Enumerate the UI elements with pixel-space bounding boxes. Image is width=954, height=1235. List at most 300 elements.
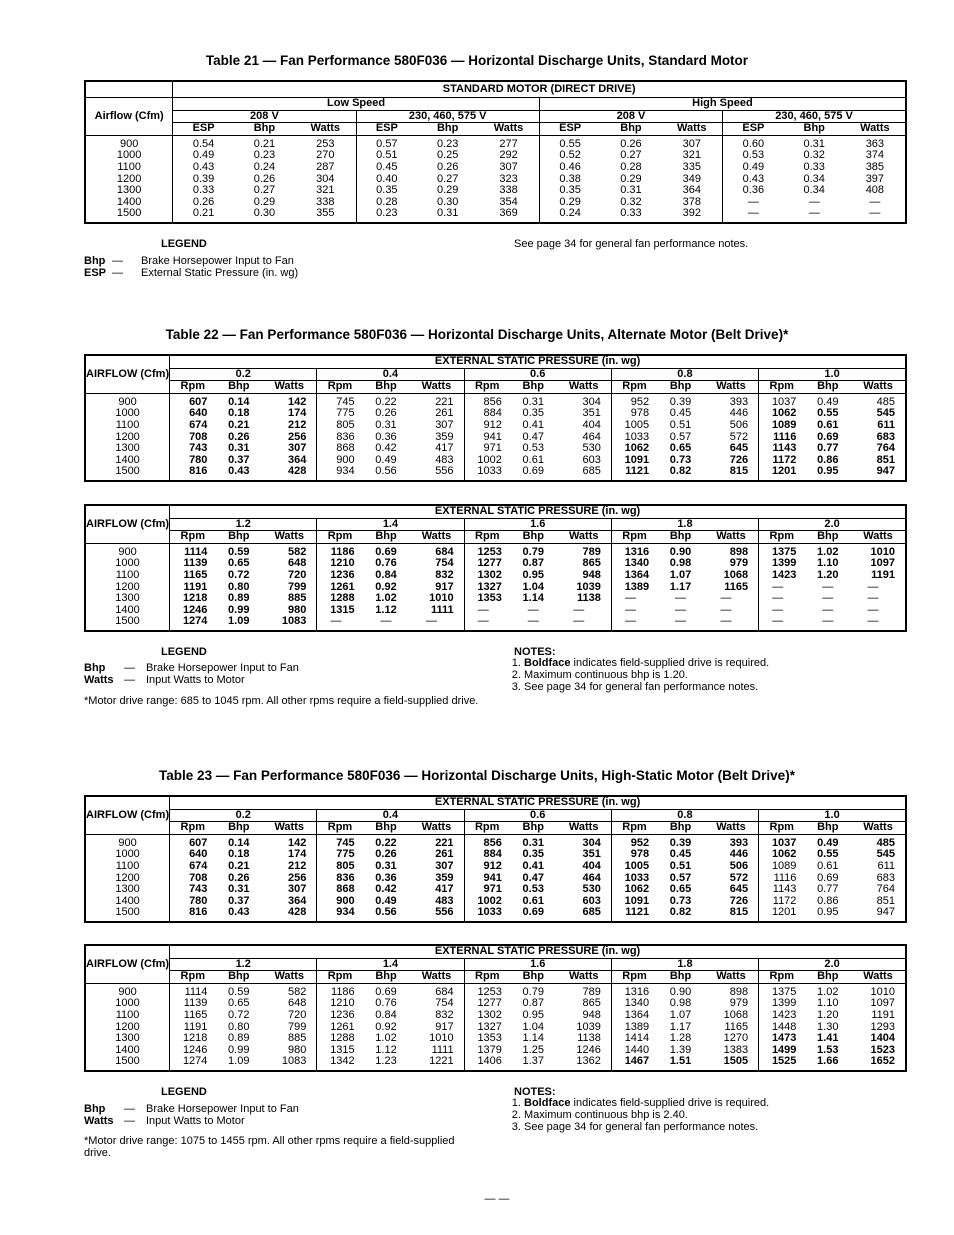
t22a-data-value: 359 — [435, 430, 454, 443]
t22b-data-value: 0.87 — [522, 557, 544, 570]
t22b-data-value: 0.98 — [669, 557, 692, 570]
t21-legend-title: LEGEND — [161, 238, 207, 250]
t23b-data-value: 1270 — [723, 1032, 749, 1045]
t23b-data-column — [170, 983, 216, 1071]
t23a-data-value: 256 — [287, 871, 307, 884]
t23-note-1-bold: Boldface — [524, 1097, 571, 1109]
t23a-data-value: 404 — [582, 859, 601, 872]
t23b-data-value: 1.20 — [817, 1008, 839, 1021]
t23a-data-value: 428 — [287, 906, 307, 919]
t22b-airflow-value: 1200 — [115, 580, 140, 593]
t23a-data-value: 364 — [287, 894, 307, 907]
t23a-data-value: 485 — [876, 836, 895, 849]
t22a-data-value: 726 — [729, 453, 749, 466]
t21-data-value: 0.55 — [559, 137, 581, 150]
t22b-data-value: — — [573, 615, 585, 628]
t22a-data-value: 607 — [189, 395, 208, 408]
t23a-col-header: Rpm — [464, 822, 510, 835]
t23a-pressure-header: 1.0 — [759, 809, 906, 822]
t22b-col-header: Bhp — [215, 531, 262, 544]
t23b-airflow-cell — [85, 983, 170, 1071]
t22a-data-value: 174 — [287, 407, 307, 420]
t22b-data-value: 1353 — [477, 592, 502, 605]
t22a-data-value: 307 — [287, 442, 307, 455]
t22b-col-header: Rpm — [170, 531, 216, 544]
t23b-data-value: 1499 — [771, 1043, 797, 1056]
t22b-data-value: 1.14 — [522, 592, 544, 605]
t23a-col-header: Bhp — [657, 822, 704, 835]
t22b-data-value: — — [380, 615, 392, 628]
t23b-data-value: 1364 — [624, 1008, 650, 1021]
t22a-col-header: Bhp — [363, 381, 410, 394]
t22a-data-column — [804, 393, 851, 481]
t22a-data-value: 1033 — [624, 430, 650, 443]
t23a-data-value: 780 — [189, 894, 208, 907]
t23b-data-value: 582 — [287, 985, 307, 998]
t22a-data-column — [759, 393, 805, 481]
t23a-data-value: 607 — [189, 836, 208, 849]
t23-note-1-text: indicates field-supplied drive is required. — [570, 1097, 770, 1109]
t22a-data-value: 743 — [189, 442, 208, 455]
t21-data-value: 397 — [865, 172, 885, 185]
t22b-data-value: 0.76 — [375, 557, 397, 570]
t22a-data-value: 0.43 — [228, 465, 250, 478]
t23b-data-value: 1210 — [330, 997, 355, 1010]
t22b-col-header: Bhp — [363, 531, 410, 544]
t23-footnote: *Motor drive range: 1075 to 1455 rpm. All other rpms require a field-supplied drive. — [84, 1135, 455, 1159]
t21-data-value: 0.54 — [192, 137, 215, 150]
t22b-data-value: 1340 — [624, 557, 650, 570]
t23-note-2: 2. Maximum continuous bhp is 2.40. — [524, 1109, 769, 1121]
t21-data-value: 0.49 — [192, 149, 215, 162]
t23b-pressure-header: 1.4 — [317, 958, 464, 971]
t22b-col-header: Rpm — [317, 531, 363, 544]
t23b-data-value: 648 — [287, 997, 307, 1010]
t23b-data-column — [409, 983, 464, 1071]
t22b-data-value: — — [330, 615, 342, 628]
t23b-data-value: 1.10 — [817, 997, 839, 1010]
t23b-data-value: 1505 — [723, 1055, 749, 1068]
t22b-data-value: 1039 — [576, 580, 601, 593]
t22b-data-column — [657, 543, 704, 631]
t22a-data-value: 780 — [189, 453, 208, 466]
t22b-col-header: Bhp — [804, 531, 851, 544]
t22b-data-value: — — [720, 592, 732, 605]
t23a-data-value: 417 — [435, 883, 454, 896]
t23a-data-value: 685 — [582, 906, 601, 919]
t22b-data-column — [804, 543, 851, 631]
t23b-data-value: 1.51 — [669, 1055, 692, 1068]
t23b-data-value: 1010 — [429, 1032, 454, 1045]
t22-legend-text: Brake Horsepower Input to Fan — [146, 662, 299, 674]
t22b-data-column — [851, 543, 906, 631]
t22b-data-value: 979 — [729, 557, 749, 570]
t22-note-2: 2. Maximum continuous bhp is 1.20. — [524, 669, 769, 681]
t23b-data-value: 0.72 — [228, 1008, 250, 1021]
t23a-data-value: 545 — [876, 848, 895, 861]
t21-data-value: 0.49 — [742, 160, 765, 173]
t23a-data-value: 446 — [729, 848, 749, 861]
t22b-data-value: — — [527, 603, 539, 616]
t23b-airflow-value: 1000 — [115, 997, 140, 1010]
t22a-col-header: Rpm — [611, 381, 657, 394]
t23a-data-value: 934 — [336, 906, 355, 919]
t23a-data-value: 0.55 — [817, 848, 839, 861]
t23b-data-value: 1327 — [477, 1020, 502, 1033]
t21-v230-high: 230, 460, 575 V — [723, 110, 906, 123]
t23b-pressure-header: 1.8 — [611, 958, 758, 971]
t23b-data-value: 1302 — [477, 1008, 502, 1021]
t22a-data-value: 0.39 — [669, 395, 692, 408]
t23b-data-value: 1186 — [331, 985, 355, 998]
t22a-data-column — [363, 393, 410, 481]
t22b-data-value: 1261 — [330, 580, 355, 593]
table-23-title: Table 23 — Fan Performance 580F036 — Horizontal Discharge Units, High-Static Motor (Belt Drive)* — [159, 768, 795, 783]
t23b-data-value: 1191 — [871, 1008, 895, 1021]
t21-airflow-value: 1300 — [116, 184, 142, 197]
t23a-data-value: 0.61 — [522, 894, 544, 907]
t21-legend-text: Brake Horsepower Input to Fan — [141, 255, 294, 267]
t22a-data-value: 674 — [189, 418, 208, 431]
t23a-data-value: 1172 — [772, 894, 797, 907]
t23b-data-value: 979 — [729, 997, 749, 1010]
t23b-data-value: 1.02 — [375, 1032, 397, 1045]
t22b-airflow-value: 1100 — [115, 568, 140, 581]
t22b-data-value: 1138 — [576, 592, 601, 605]
t22a-data-value: 1033 — [477, 465, 502, 478]
table-21 — [84, 80, 907, 224]
t23a-data-value: 0.51 — [669, 859, 692, 872]
t23b-data-value: 1.09 — [228, 1055, 250, 1068]
t22a-data-value: 1121 — [625, 465, 650, 478]
t23a-data-value: 971 — [483, 883, 502, 896]
t22b-data-value: 1.17 — [669, 580, 692, 593]
t23b-esp-header: EXTERNAL STATIC PRESSURE (in. wg) — [170, 945, 906, 958]
t21-data-value: 0.23 — [436, 137, 459, 150]
t22a-data-value: 0.42 — [375, 442, 397, 455]
t22a-data-value: 952 — [630, 395, 650, 408]
t23a-airflow-value: 1000 — [115, 848, 140, 861]
t23b-data-value: 0.69 — [375, 985, 397, 998]
t22a-data-value: 0.26 — [228, 430, 250, 443]
t23b-data-value: 832 — [435, 1008, 454, 1021]
t22b-data-value: 898 — [729, 545, 749, 558]
t23a-data-value: 483 — [435, 894, 454, 907]
t23a-data-value: 1002 — [477, 894, 502, 907]
t22a-data-value: 0.82 — [669, 465, 692, 478]
t22b-data-value: — — [720, 615, 732, 628]
t21-data-value: — — [747, 207, 759, 220]
t22-legend-abbr: Bhp — [84, 662, 106, 674]
t21-airflow-value: 1500 — [116, 207, 142, 220]
t21-data-value: 0.46 — [559, 160, 581, 173]
t22b-data-column — [317, 543, 363, 631]
t23a-data-value: 0.31 — [522, 836, 544, 849]
t22b-data-value: — — [772, 580, 784, 593]
t22a-data-value: 934 — [336, 465, 355, 478]
t23a-pressure-header: 0.4 — [317, 809, 464, 822]
t23-legend-dash: — — [124, 1103, 135, 1115]
t23b-data-value: 1274 — [182, 1055, 208, 1068]
t23a-data-value: 640 — [189, 848, 208, 861]
t23a-data-value: 726 — [729, 894, 749, 907]
t22a-data-value: 805 — [336, 418, 355, 431]
t21-data-value: 335 — [682, 160, 701, 173]
t21-data-column — [661, 135, 722, 223]
t23b-data-value: 1399 — [771, 997, 797, 1010]
t22-legend-text: Input Watts to Motor — [146, 674, 245, 686]
t22b-col-header: Watts — [409, 531, 464, 544]
t23b-data-value: 1362 — [576, 1055, 601, 1068]
t22a-airflow-cell — [85, 393, 170, 481]
t23b-data-value: 0.59 — [228, 985, 250, 998]
t21-legend-dash: — — [112, 255, 123, 267]
t23a-data-value: 174 — [287, 848, 307, 861]
t22a-data-value: 221 — [435, 395, 454, 408]
t22a-pressure-header: 0.8 — [611, 368, 758, 381]
t22b-data-value: 0.80 — [228, 580, 250, 593]
t21-data-value: 0.52 — [559, 149, 581, 162]
t22b-airflow-value: 900 — [118, 545, 137, 558]
t22a-airflow-value: 1400 — [115, 453, 140, 466]
t21-data-value: 270 — [316, 149, 335, 162]
t22b-data-value: 1246 — [182, 603, 208, 616]
t22b-data-value: 648 — [287, 557, 307, 570]
t22b-data-value: — — [822, 615, 834, 628]
t21-data-value: 0.27 — [620, 149, 642, 162]
t22a-data-value: 1005 — [624, 418, 650, 431]
t21-data-column — [600, 135, 661, 223]
t22-legend-title: LEGEND — [161, 646, 207, 658]
t21-data-value: 0.26 — [436, 160, 459, 173]
t23b-data-value: 1.37 — [522, 1055, 544, 1068]
t23b-data-value: 789 — [582, 985, 601, 998]
t22a-data-value: 0.18 — [228, 407, 250, 420]
t23a-data-value: 884 — [483, 848, 502, 861]
t22a-data-value: 483 — [435, 453, 454, 466]
t23b-data-value: 0.99 — [228, 1043, 250, 1056]
t22a-esp-header: EXTERNAL STATIC PRESSURE (in. wg) — [170, 355, 906, 368]
t21-data-value: 0.53 — [742, 149, 765, 162]
t23a-data-value: 0.35 — [522, 848, 544, 861]
t23b-data-value: 0.92 — [375, 1020, 397, 1033]
t21-data-value: 0.34 — [803, 172, 825, 185]
t22b-data-value: — — [772, 603, 784, 616]
t22a-data-value: 1089 — [771, 418, 797, 431]
t22b-data-value: 1114 — [184, 545, 208, 558]
t22a-data-value: 393 — [729, 395, 749, 408]
t22b-col-header: Bhp — [510, 531, 557, 544]
t23a-data-value: 0.14 — [228, 836, 250, 849]
t21-data-value: 0.31 — [620, 184, 642, 197]
t21-data-column — [417, 135, 478, 223]
t22a-data-value: 1091 — [624, 453, 650, 466]
t23b-data-value: 1039 — [576, 1020, 601, 1033]
t23b-data-value: 1383 — [723, 1043, 749, 1056]
t23a-data-column — [215, 834, 262, 922]
t22b-data-value: 1315 — [330, 603, 355, 616]
t21-data-value: 0.26 — [192, 195, 215, 208]
t23a-data-value: 611 — [877, 859, 895, 872]
t22b-data-value: — — [675, 592, 686, 605]
t23a-col-header: Watts — [851, 822, 906, 835]
t23b-data-value: 1253 — [477, 985, 502, 998]
t21-airflow-value: 1000 — [116, 149, 142, 162]
t23b-data-column — [317, 983, 363, 1071]
t21-data-value: 0.30 — [253, 207, 276, 220]
t23-legend-title: LEGEND — [161, 1086, 207, 1098]
t23b-data-value: 1342 — [330, 1055, 355, 1068]
t23b-data-value: 0.76 — [375, 997, 397, 1010]
t23b-data-value: 980 — [287, 1043, 307, 1056]
t23b-data-value: 1.02 — [817, 985, 839, 998]
t21-data-value: 354 — [499, 195, 518, 208]
t22b-pressure-header: 1.8 — [611, 518, 758, 531]
t22a-data-value: 900 — [336, 453, 355, 466]
t23a-col-header: Watts — [262, 822, 317, 835]
t23a-data-value: 0.21 — [228, 859, 250, 872]
t22b-data-value: 0.92 — [375, 580, 397, 593]
t23a-data-value: 683 — [876, 871, 895, 884]
t23a-data-value: 775 — [336, 848, 355, 861]
t22b-data-value: — — [425, 615, 437, 628]
t21-data-value: 0.57 — [376, 137, 398, 150]
t23a-data-column — [611, 834, 657, 922]
t23a-data-value: 0.18 — [228, 848, 250, 861]
t22b-data-value: 0.69 — [375, 545, 397, 558]
t23b-data-value: 1.39 — [669, 1043, 692, 1056]
t23a-data-value: 978 — [630, 848, 650, 861]
t22b-data-value: 1.04 — [522, 580, 544, 593]
t23a-data-value: 816 — [189, 906, 208, 919]
t23a-data-value: 912 — [483, 859, 502, 872]
t23b-pressure-header: 1.6 — [464, 958, 611, 971]
t21-data-value: 363 — [865, 137, 885, 150]
t23a-data-value: 708 — [189, 871, 208, 884]
t21-data-value: 369 — [499, 207, 518, 220]
t23a-data-value: 0.69 — [817, 871, 839, 884]
t23b-data-value: 0.98 — [669, 997, 692, 1010]
t22b-data-value: 0.59 — [228, 545, 250, 558]
t22a-col-header: Bhp — [215, 381, 262, 394]
t23a-col-header: Rpm — [317, 822, 363, 835]
t23a-data-value: 1201 — [771, 906, 797, 919]
t22b-esp-header: EXTERNAL STATIC PRESSURE (in. wg) — [170, 505, 906, 518]
t22a-airflow-value: 1500 — [115, 465, 140, 478]
t22b-data-value: — — [772, 592, 784, 605]
t23b-data-value: 1277 — [477, 997, 502, 1010]
t21-data-value: 408 — [865, 184, 885, 197]
t23a-data-value: 0.73 — [669, 894, 692, 907]
t22a-data-value: 307 — [435, 418, 454, 431]
t23a-data-value: 743 — [189, 883, 208, 896]
t22b-data-value: 720 — [287, 568, 307, 581]
t22-notes-title: NOTES: — [514, 646, 556, 658]
t23a-airflow-header: AIRFLOW (Cfm) — [85, 796, 170, 834]
t21-data-value: 0.29 — [436, 184, 459, 197]
t22b-data-column — [759, 543, 805, 631]
t22b-col-header: Rpm — [611, 531, 657, 544]
t23b-col-header: Watts — [704, 971, 759, 984]
t23a-airflow-value: 900 — [118, 836, 137, 849]
t21-data-value: 0.24 — [253, 160, 276, 173]
t23b-data-column — [804, 983, 851, 1071]
t22a-data-column — [262, 393, 317, 481]
t22a-data-value: 0.31 — [228, 442, 250, 455]
t23b-data-value: 1191 — [183, 1020, 208, 1033]
t22-legend-dash: — — [124, 674, 135, 686]
t23-legend-abbr: Bhp — [84, 1103, 106, 1115]
t23b-data-value: 1068 — [723, 1008, 749, 1021]
t23a-data-value: 307 — [287, 883, 307, 896]
t23a-airflow-cell — [85, 834, 170, 922]
t22-note-1-bold: Boldface — [524, 657, 571, 669]
t21-data-value: 0.27 — [436, 172, 459, 185]
t22a-data-value: 0.56 — [375, 465, 397, 478]
t22a-data-value: 0.49 — [817, 395, 839, 408]
t22b-data-value: 1.02 — [817, 545, 839, 558]
t22b-airflow-value: 1400 — [115, 603, 140, 616]
t22b-data-column — [409, 543, 464, 631]
t23b-airflow-header: AIRFLOW (Cfm) — [85, 945, 170, 983]
t23a-data-column — [759, 834, 805, 922]
t21-data-value: 349 — [682, 172, 701, 185]
t23a-data-value: 0.77 — [817, 883, 839, 896]
t23b-data-value: 1404 — [870, 1032, 895, 1045]
t22a-data-value: 1116 — [773, 430, 797, 443]
t22b-data-value: — — [675, 603, 686, 616]
t23a-data-value: 556 — [435, 906, 454, 919]
t22a-data-value: 745 — [336, 395, 355, 408]
t23b-data-value: 1165 — [183, 1008, 208, 1021]
t22a-data-value: 0.51 — [669, 418, 692, 431]
t23a-data-value: 805 — [336, 859, 355, 872]
t22b-pressure-header: 1.2 — [170, 518, 317, 531]
t22b-data-value: 1068 — [723, 568, 749, 581]
t23a-data-value: 0.53 — [522, 883, 544, 896]
t21-data-value: — — [808, 207, 820, 220]
t22b-data-value: 1218 — [182, 592, 208, 605]
t23b-data-value: 799 — [287, 1020, 307, 1033]
t22a-data-value: 485 — [876, 395, 895, 408]
t23b-airflow-value: 1200 — [115, 1020, 140, 1033]
t23a-data-value: 947 — [876, 906, 895, 919]
t21-data-value: 0.29 — [253, 195, 276, 208]
t21-legend — [84, 255, 298, 279]
t23a-data-column — [704, 834, 759, 922]
t23a-data-value: 0.49 — [817, 836, 839, 849]
t23b-data-value: 1246 — [576, 1043, 601, 1056]
t23b-data-value: 1288 — [330, 1032, 355, 1045]
t22a-data-value: 603 — [582, 453, 601, 466]
t22a-airflow-value: 1000 — [115, 407, 140, 420]
t23a-airflow-value: 1400 — [115, 894, 140, 907]
t23b-col-header: Watts — [557, 971, 612, 984]
t21-data-value: 0.32 — [803, 149, 825, 162]
t23b-data-value: 1097 — [870, 997, 895, 1010]
t21-col-header: Bhp — [234, 123, 295, 136]
t22a-data-value: 404 — [582, 418, 601, 431]
t23a-data-value: 1091 — [624, 894, 650, 907]
t22a-col-header: Watts — [409, 381, 464, 394]
t22b-data-value: 1010 — [429, 592, 454, 605]
t22a-col-header: Bhp — [804, 381, 851, 394]
t22-legend-dash: — — [124, 662, 135, 674]
t22-note-1-text: indicates field-supplied drive is required. — [570, 657, 770, 669]
t23a-data-value: 1089 — [771, 859, 797, 872]
t21-data-value: 304 — [316, 172, 335, 185]
t23b-data-value: 754 — [435, 997, 454, 1010]
